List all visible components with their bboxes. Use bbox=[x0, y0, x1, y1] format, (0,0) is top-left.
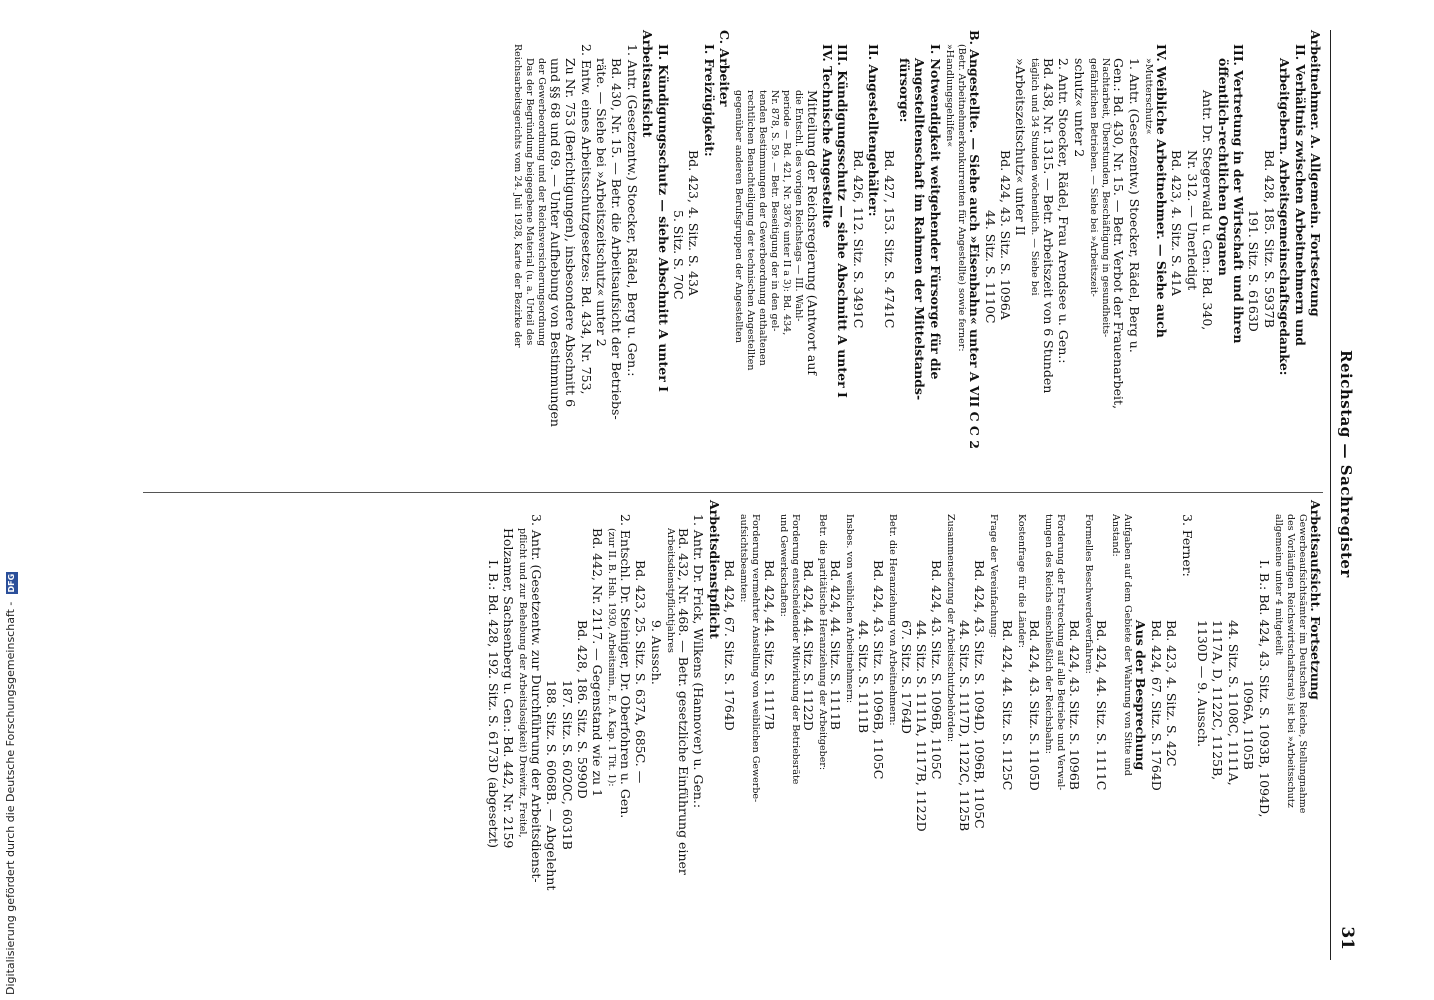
column-divider bbox=[143, 492, 1323, 493]
entry-line: Bd. 424, 44. Sitz. S. 1111B bbox=[828, 560, 844, 730]
entry-line: 3. Antr. (Gesetzentw. zur Durchführung der Arbeitsdienst- bbox=[528, 514, 544, 883]
entry-line: Nr. 878, S. 59. — Betr. Beseitigung der in den gel- bbox=[769, 90, 781, 332]
entry-line: Bd. 432, Nr. 468. — Betr. gesetzliche Einführung einer bbox=[676, 528, 692, 875]
entry-line: Bd. 424, 43. Sitz. S. 1105D bbox=[1027, 620, 1043, 791]
entry-line: 1130D — 9. Aussch. bbox=[1194, 620, 1210, 748]
entry-line: 1096A, 1105B bbox=[1241, 680, 1257, 770]
entry-line: 9. Aussch. bbox=[648, 620, 664, 685]
entry-line: die Entschl. des vorigen Reichstags — III. Wahl- bbox=[793, 90, 805, 322]
entry-line: Bd. 438, Nr. 1315. — Betr. Arbeitszeit von 6 Stunden bbox=[1040, 58, 1056, 394]
entry-line: Antr. Dr. Stegerwald u. Gen.: Bd. 340, bbox=[1200, 90, 1216, 331]
entry-line: Bd. 424, 43. Sitz. S. 1096B bbox=[1066, 620, 1082, 790]
entry-line: und Gewerkschaften: bbox=[777, 514, 789, 617]
entry-line: Forderung vermehrter Anstellung von weiblichen Gewerbe- bbox=[750, 514, 762, 803]
entry-line: Bd. 428, 186. Sitz. S. 5990D bbox=[575, 620, 590, 799]
entry-line: Bd. 424, 43. Sitz. S. 1096B, 1105C bbox=[871, 560, 887, 780]
section-heading: Arbeitsaufsicht bbox=[640, 30, 656, 138]
section-heading: I. Notwendigkeit weitgehender Fürsorge für die bbox=[927, 44, 943, 380]
entry-line: Bd. 424, 43. Sitz. S. 1096B, 1105C bbox=[929, 560, 945, 780]
right-column bbox=[486, 500, 1323, 955]
entry-line: Bd. 430, Nr. 15. — Betr. die Arbeitsaufsicht der Betriebs- bbox=[609, 58, 625, 420]
entry-line: Bd. 424, 44. Sitz. S. 1111C bbox=[1093, 620, 1109, 791]
entry-line: schutz« unter 2 bbox=[1071, 58, 1087, 158]
section-heading: Aus der Besprechung bbox=[1133, 620, 1149, 771]
entry-line: periode — Bd. 421, Nr. 3876 unter II a 3): Bd. 434, bbox=[781, 90, 793, 336]
entry-line: Das der Begründung beigegebene Material (u. a. Urteil des bbox=[524, 58, 536, 346]
section-heading: C. Arbeiter bbox=[717, 30, 733, 107]
entry-line: Bd. 423, 4. Sitz. S. 42C bbox=[1164, 620, 1180, 767]
left-column bbox=[511, 30, 1323, 485]
section-heading: öffentlich-rechtlichen Organen bbox=[1215, 58, 1231, 276]
entry-line: Insbes. von weiblichen Arbeitnehmern: bbox=[844, 514, 856, 704]
entry-line: 1117A, D, 1122C, 1125B, bbox=[1210, 620, 1226, 781]
entry-line: Bd. 424, 43. Sitz. S. 1096A bbox=[998, 150, 1014, 320]
section-heading: III. Vertretung in der Wirtschaft und ihren bbox=[1230, 44, 1246, 344]
entry-line: gefährlichen Betrieben. — Siehe bei »Arbeitszeit- bbox=[1087, 58, 1099, 297]
entry-line: räte. — Siehe bei »Arbeitszeitschutz« unter 2 bbox=[593, 58, 609, 347]
entry-line: Forderung der Erstreckung auf alle Betriebe und Verwal- bbox=[1055, 514, 1067, 791]
entry-line: des Vorläufigen Reichswirtschaftsrats) ist bei »Arbeitsschutz bbox=[1284, 514, 1296, 808]
dfg-logo: DFG bbox=[7, 573, 16, 593]
entry-line: Bd. 423, 25. Sitz. S. 637A, 685C. — bbox=[633, 560, 649, 784]
entry-line: Nr. 312. — Unerledigt bbox=[1184, 150, 1200, 291]
entry-line: 44. Sitz. S. 1117D, 1122C, 1125B bbox=[956, 620, 972, 832]
credit-text: Digitalisierung gefördert durch die Deutsche Forschungsgemeinschaft - bbox=[4, 601, 17, 995]
section-heading: Arbeitgebern. Arbeitsgemeinschaftsgedanke: bbox=[1277, 58, 1293, 376]
entry-line: (Betr. Arbeitnehmerkonkurrenten für Angestellte) sowie ferner: bbox=[955, 44, 967, 352]
entry-line: Bd. 423, 4. Sitz. S. 41A bbox=[1169, 150, 1185, 296]
rotated-page bbox=[129, 30, 1359, 960]
running-head bbox=[1330, 30, 1359, 960]
entry-line: Holzamer, Sachsenberg u. Gen.: Bd. 442, Nr. 2159 bbox=[501, 528, 517, 849]
entry-line: 1. Antr. Dr. Frick, Wilkens (Hannover) u. Gen.: bbox=[691, 514, 707, 809]
page-number: 31 bbox=[1337, 926, 1357, 950]
entry-line: Reichsarbeitsgerichts vom 24. Juli 1928, Karte der Bezirke der bbox=[512, 44, 524, 348]
section-heading: II. Angestelltengehälter: bbox=[866, 44, 882, 217]
entry-line: 3. Ferner: bbox=[1179, 514, 1195, 577]
entry-line: Bd. 424, 44. Sitz. S. 1117B bbox=[761, 560, 777, 730]
entry-line: Bd. 426, 112. Sitz. S. 3491C bbox=[850, 150, 866, 329]
entry-line: 188. Sitz. S. 6068B. — Abgelehnt bbox=[544, 680, 560, 891]
entry-line: I. B.: Bd. 428, 192. Sitz. S. 6173D (abgesetzt) bbox=[485, 560, 501, 849]
entry-line: 44. Sitz. S. 1108C, 1111A, bbox=[1225, 620, 1241, 786]
section-heading: I. Freizügigkeit: bbox=[701, 44, 717, 157]
entry-line: Mitteilung der Reichsregierung (Antwort auf bbox=[804, 90, 820, 376]
entry-line: »Handlungsgehilfen« bbox=[943, 44, 955, 148]
entry-line: (zur II. B. Hsh. 1930, Arbeitsmin., E. A. Kap. 1 Tit. 1): bbox=[606, 528, 618, 787]
section-heading: III. Kündigungsschutz — siehe Abschnitt A unter I bbox=[835, 44, 851, 398]
entry-line: Zusammensetzung der Arbeitsschutzbehörden: bbox=[945, 514, 957, 743]
entry-line: Kostenfrage für die Länder: bbox=[1015, 514, 1027, 648]
section-heading: IV. Technische Angestellte bbox=[820, 44, 836, 228]
entry-line: Bd. 427, 153. Sitz. S. 4741C bbox=[881, 150, 897, 329]
entry-line: Gewerbeaufsichtsämter im Deutschen Reiche, Stellungnahme bbox=[1296, 514, 1308, 814]
entry-line: 1. Antr. (Gesetzentw.) Stoecker, Rädel, Berg u. bbox=[1126, 58, 1142, 353]
entry-line: 187. Sitz. S. 6020C, 6031B bbox=[559, 680, 575, 850]
entry-line: Bd. 424, 44. Sitz. S. 1125C bbox=[999, 620, 1015, 791]
entry-line: Frage der Vereinfachung: bbox=[988, 514, 1000, 638]
digitization-credit bbox=[4, 573, 20, 995]
section-heading: Arbeitsdienstpflicht bbox=[706, 500, 722, 639]
section-heading: II. Kündigungsschutz — siehe Abschnitt A unter I bbox=[655, 44, 671, 393]
entry-line: »Arbeitszeitschutz« unter II bbox=[1013, 58, 1029, 236]
entry-line: rechtlichen Benachteiligung der technischen Angestellten bbox=[745, 90, 757, 371]
entry-line: allgemeine unter 4 mitgeteilt bbox=[1272, 514, 1284, 656]
entry-line: 5. Sitz. S. 70C bbox=[671, 210, 686, 300]
entry-line: Bd. 424, 67. Sitz. S. 1764D bbox=[1148, 620, 1164, 791]
section-heading: Arbeitsaufsicht. Fortsetzung bbox=[1308, 500, 1323, 700]
section-heading: fürsorge: bbox=[897, 58, 913, 123]
entry-line: 44. Sitz. S. 1111B bbox=[855, 620, 871, 734]
entry-line: 1. Antr. (Gesetzentw.) Stoecker, Rädel, Berg u. Gen.: bbox=[624, 44, 640, 377]
page-title: Reichstag — Sachregister bbox=[1337, 350, 1355, 578]
entry-line: 2. Antr. Stoecker, Rädel, Frau Arendsee u. Gen.: bbox=[1056, 58, 1072, 364]
entry-line: der Gewerbeordnung und der Reichsversicherungsordnung bbox=[536, 58, 548, 347]
section-heading: Angestelltenschaft im Rahmen der Mittelstands- bbox=[912, 58, 928, 401]
entry-line: 2. Entw. eines Arbeitsschutzgesetzes: Bd. 434, Nr. 753, bbox=[578, 44, 594, 395]
section-heading: B. Angestellte. — Siehe auch »Eisenbahn« unter A VII C C 2 bbox=[967, 30, 983, 449]
entry-line: Zu Nr. 753 (Berichtigungen), insbesondere Abschnitt 6 bbox=[563, 58, 579, 408]
entry-line: Anstand: bbox=[1109, 514, 1121, 557]
entry-line: und §§ 68 und 69. — Unter Aufhebung von Bestimmungen bbox=[547, 58, 563, 427]
entry-line: Gen.: Bd. 430, Nr. 15. — Betr. Verbot der Frauenarbeit, bbox=[1111, 58, 1127, 410]
entry-line: I. B.: Bd. 424, 43. Sitz. S. 1093B, 1094D, bbox=[1256, 560, 1272, 818]
entry-line: 2. Entschl. Dr. Steiniger, Dr. Oberfohren u. Gen. bbox=[617, 514, 633, 819]
entry-line: Bd. 423, 4. Sitz. S. 43A bbox=[686, 150, 702, 296]
entry-line: 191. Sitz. S. 6163D bbox=[1246, 210, 1262, 332]
entry-line: Nachtarbeit, Überstunden, Beschäftigung in gesundheits- bbox=[1099, 58, 1111, 338]
entry-line: »Mutterschutz« bbox=[1142, 58, 1154, 135]
entry-line: täglich und 34 Stunden wöchentlich. — Siehe bei bbox=[1029, 58, 1041, 296]
entry-line: Bd. 424, 43. Sitz. S. 1094D, 1096B, 1105C bbox=[972, 560, 988, 829]
section-heading: IV. Weibliche Arbeitnehmer. — Siehe auch bbox=[1153, 44, 1169, 338]
entry-line: Arbeitsdienstpflichtjahres bbox=[664, 528, 676, 653]
entry-line: Aufgaben auf dem Gebiete der Wahrung von Sitte und bbox=[1121, 514, 1133, 776]
entry-line: Bd. 442, Nr. 2117. — Gegenstand wie zu 1 bbox=[590, 528, 606, 798]
entry-line: pflicht und zur Behebung der Arbeitslosigkeit) Dreiwitz, Freitel, bbox=[517, 528, 529, 838]
entry-line: Forderung entscheidender Mitwirkung der Betriebsräte bbox=[789, 514, 801, 785]
section-heading: II. Verhältnis zwischen Arbeitnehmern und bbox=[1292, 44, 1308, 346]
entry-line: Formelles Beschwerdeverfahren: bbox=[1082, 514, 1094, 674]
entry-line: 67. Sitz. S. 1764D bbox=[898, 620, 914, 734]
entry-line: 44. Sitz. S. 1110C bbox=[982, 210, 998, 324]
entry-line: Bd. 424, 44. Sitz. S. 1122D bbox=[801, 560, 817, 731]
entry-line: Betr. die paritätische Heranziehung der Arbeitgeber: bbox=[817, 514, 829, 771]
section-heading: Arbeitnehmer. A. Allgemein. Fortsetzung bbox=[1308, 30, 1323, 317]
entry-line: gegenüber anderen Berufsgruppen der Angestellten bbox=[733, 90, 745, 343]
entry-line: tungen des Reichs einschließlich der Reichsbahn: bbox=[1043, 514, 1055, 754]
entry-line: 44. Sitz. S. 1111A, 1117B, 1122D bbox=[914, 620, 930, 832]
entry-line: Betr. die Heranziehung von Arbeitnehmern: bbox=[887, 514, 899, 726]
entry-line: Bd. 428, 185. Sitz. S. 5937B bbox=[1261, 150, 1277, 328]
entry-line: aufsichtsbeamten: bbox=[738, 514, 750, 603]
entry-line: tenden Bestimmungen der Gewerbeordnung enthaltenen bbox=[757, 90, 769, 366]
entry-line: Bd. 424, 67. Sitz. S. 1764D bbox=[722, 560, 738, 731]
